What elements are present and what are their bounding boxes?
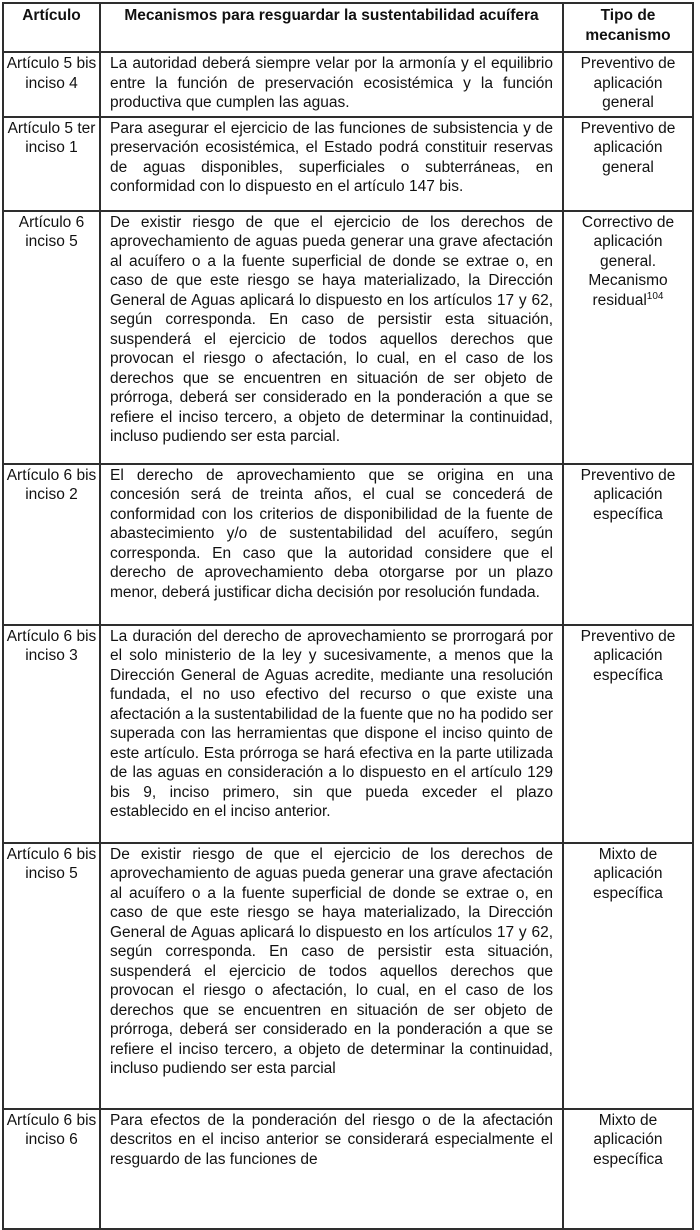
- tipo-cell: [563, 211, 693, 464]
- mecanismo-cell: [100, 464, 563, 625]
- tipo-cell: [563, 625, 693, 843]
- table-row: [3, 843, 693, 1109]
- articulo-label: Artículo 6 bis inciso 5: [6, 845, 97, 882]
- table-body: [3, 52, 693, 1229]
- tipo-label: Preventivo de aplicación general: [580, 119, 676, 176]
- mecanismo-text: Para efectos de la ponderación del riesgo o de la afectación descritos en el inciso anterior se considerará especialmente el resguardo de las funciones de: [110, 1111, 553, 1168]
- mecanismo-cell: [100, 52, 563, 117]
- tipo-cell: [563, 117, 693, 211]
- mecanismo-cell: [100, 843, 563, 1109]
- articulo-label: Artículo 5 ter inciso 1: [7, 119, 96, 156]
- mecanismo-cell: [100, 625, 563, 843]
- articulo-cell: [3, 464, 100, 625]
- mecanismo-text: De existir riesgo de que el ejercicio de los derechos de aprovechamiento de aguas pueda generar una grave afectación al acuífero o a la fuente superficial de donde se extrae o, en caso de que este riesgo se haya materializado, la Dirección General de Aguas aplicará lo dispuesto en los artículos 17 y 62, según corresponda. En caso de persistir esta situación, suspenderá el ejercicio de todos aquellos derechos que provocan el riesgo o afectación, lo cual, en el caso de los derechos que se encuentren en situación de ser objeto de prórroga, deberá ser considerado en la ponderación a que se refiere el inciso tercero, a objeto de determinar la continuidad, incluso pudiendo ser esta parcial: [110, 845, 553, 1077]
- tipo-label: Mixto de aplicación específica: [593, 1111, 663, 1168]
- column-header-articulo: Artículo: [3, 3, 100, 52]
- column-header-mecanismos: Mecanismos para resguardar la sustentabilidad acuífera: [100, 3, 563, 52]
- table-row: [3, 625, 693, 843]
- mecanismo-text: Para asegurar el ejercicio de las funciones de subsistencia y de preservación ecosistémica, el Estado podrá constituir reservas de aguas disponibles, superficiales o subterráneas, en conformidad con lo dispuesto en el artículo 147 bis.: [110, 119, 553, 195]
- tipo-cell: [563, 843, 693, 1109]
- footnote-marker: 104: [646, 290, 664, 302]
- tipo-label: Preventivo de aplicación específica: [580, 466, 676, 523]
- tipo-label: Mixto de aplicación específica: [593, 845, 663, 902]
- mecanismo-cell: [100, 117, 563, 211]
- articulo-cell: [3, 625, 100, 843]
- articulo-label: Artículo 6 bis inciso 2: [6, 466, 97, 503]
- tipo-label: Preventivo de aplicación general: [580, 55, 676, 111]
- articulo-cell: [3, 52, 100, 117]
- sustainability-mechanisms-table: [2, 2, 694, 1230]
- articulo-cell: [3, 117, 100, 211]
- articulo-label: Artículo 6 bis inciso 3: [6, 627, 97, 664]
- articulo-label: Artículo 6 bis inciso 6: [6, 1111, 97, 1148]
- mecanismo-text: De existir riesgo de que el ejercicio de los derechos de aprovechamiento de aguas pueda generar una grave afectación al acuífero o a la fuente superficial de donde se extrae o, en caso de que este riesgo se haya materializado, la Dirección General de Aguas aplicará lo dispuesto en los artículos 17 y 62, según corresponda. En caso de persistir esta situación, suspenderá el ejercicio de todos aquellos derechos que provocan el riesgo o afectación, lo cual, en el caso de los derechos que se encuentren en situación de ser objeto de prórroga, deberá ser considerado en la ponderación a que se refiere el inciso tercero, a objeto de determinar la continuidad, incluso pudiendo ser esta parcial.: [110, 213, 553, 445]
- articulo-cell: [3, 211, 100, 464]
- mecanismo-cell: [100, 211, 563, 464]
- mecanismo-text: El derecho de aprovechamiento que se origina en una concesión será de treinta años, el cual se concederá de conformidad con los criterios de disponibilidad de la fuente de abastecimiento y/o de sustentabilidad del acuífero, según corresponda. En caso que la autoridad considere que el derecho de aprovechamiento deba otorgarse por un plazo menor, deberá justificar dicha decisión por resolución fundada.: [110, 466, 553, 601]
- table-row: [3, 117, 693, 211]
- tipo-cell: [563, 464, 693, 625]
- tipo-label: Correctivo de aplicación general. Mecanismo residual: [581, 213, 675, 309]
- tipo-label: Preventivo de aplicación específica: [580, 627, 676, 684]
- tipo-cell: [563, 52, 693, 117]
- header-row: [3, 3, 693, 52]
- table-row: [3, 464, 693, 625]
- articulo-label: Artículo 6 inciso 5: [18, 213, 85, 250]
- articulo-cell: [3, 843, 100, 1109]
- table-row: [3, 52, 693, 117]
- mecanismo-text: La autoridad deberá siempre velar por la armonía y el equilibrio entre la función de preservación ecosistémica y la función productiva que cumplen las aguas.: [110, 55, 553, 111]
- table-row: [3, 211, 693, 464]
- mecanismo-text: La duración del derecho de aprovechamiento se prorrogará por el solo ministerio de la ley y sucesivamente, a menos que la Dirección General de Aguas acredite, mediante una resolución fundada, el no uso efectivo del recurso o que existe una afectación a la sustentabilidad de la fuente que no ha podido ser superada con las herramientas que dispone el inciso quinto de este artículo. Esta prórroga se hará efectiva en la parte utilizada de las aguas en consideración a lo dispuesto en el artículo 129 bis 9, inciso primero, sin que pueda exceder el plazo establecido en el inciso anterior.: [110, 627, 553, 820]
- column-header-tipo-de-mecanismo: Tipo de mecanismo: [563, 3, 693, 52]
- articulo-label: Artículo 5 bis inciso 4: [6, 55, 97, 92]
